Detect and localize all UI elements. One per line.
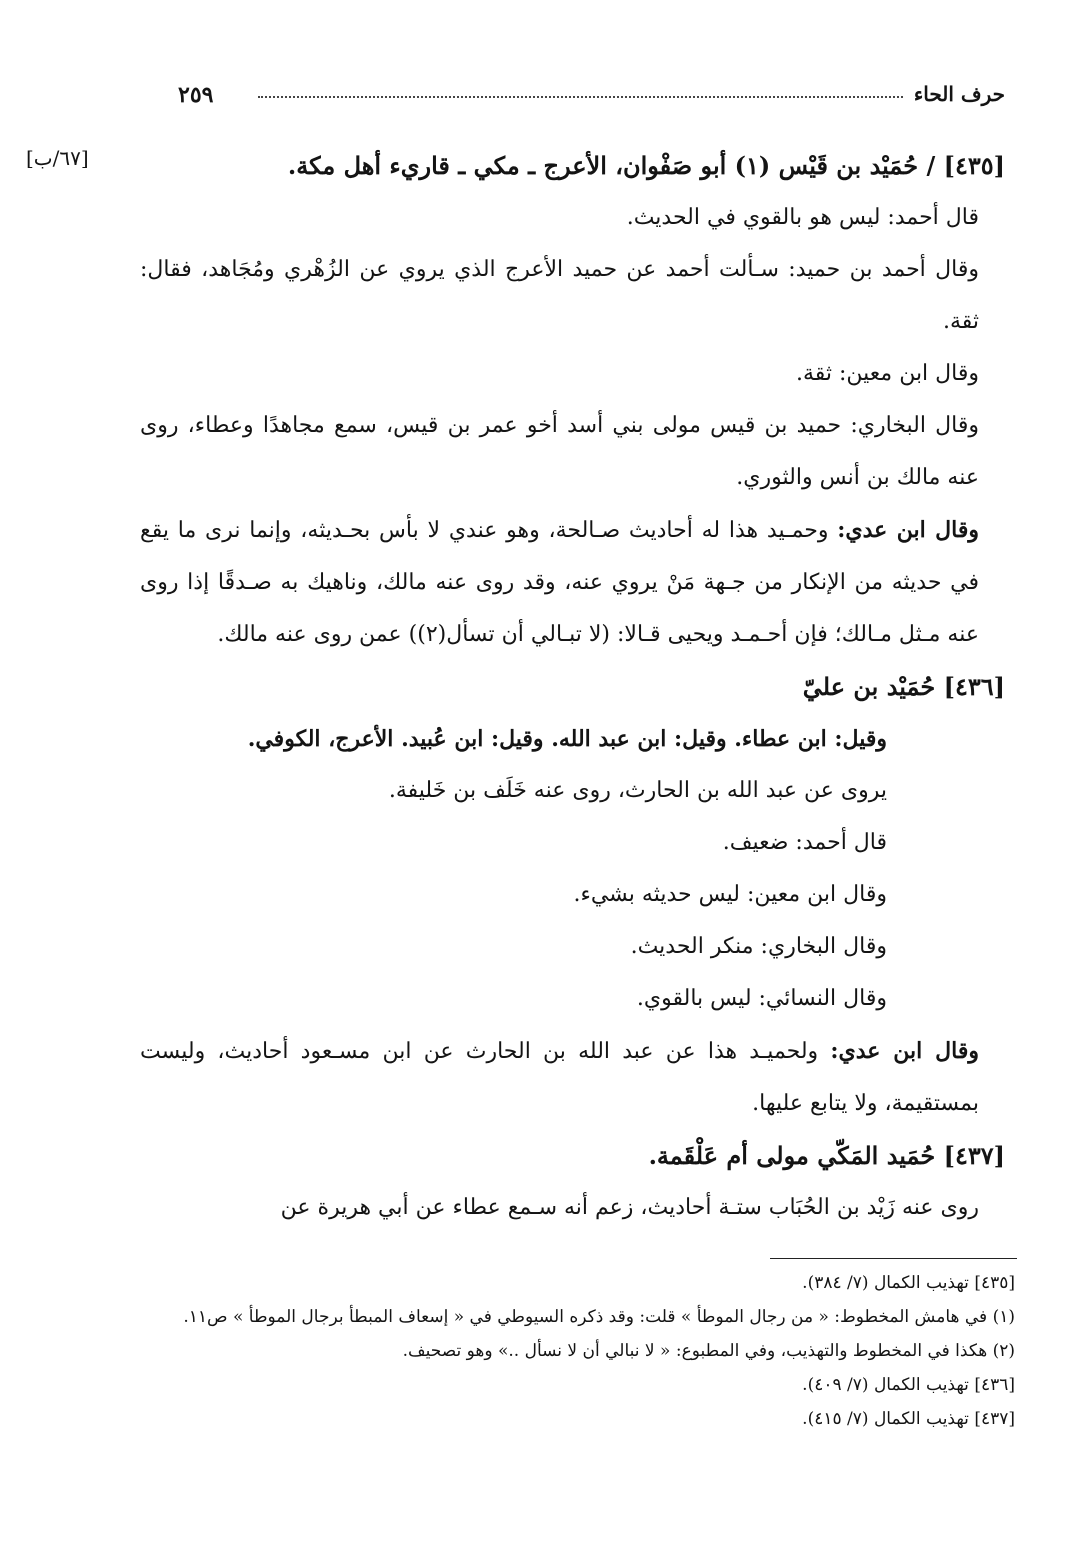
entry-435-paragraph: قال أحمد: ليس هو بالقوي في الحديث. [626,205,979,230]
entry-435-paragraph: وقال البخاري: حميد بن قيس مولى بني أسد أخو عمر بن قيس، سمع مجاهدًا وعطاء، روى عنه مالك بن أنس والثوري. [140,413,979,490]
ibn-adi-lead: وقال ابن عدي: [837,517,979,543]
entry-436-heading: [٤٣٦] حُمَيْد بن عليّ [802,672,1005,701]
ibn-adi-text: ولحميـد هذا عن عبد الله بن الحارث عن ابن مسـعود أحاديث، وليست بمستقيمة، ولا يتابع عليها. [140,1039,979,1116]
entry-435-heading: [٤٣٥] / حُمَيْد بن قَيْس (١) أبو صَفْوان، الأعرج ـ مكي ـ قاريء أهل مكة. [287,151,1005,180]
entry-436-paragraph: وقال النسائي: ليس بالقوي. [636,986,887,1011]
main-text [140,140,1005,1234]
footnote: (٢) هكذا في المخطوط والتهذيب، وفي المطبوع: « لا نبالي أن لا نسأل ..» وهو تصحيف. [402,1341,1015,1361]
entry-435-paragraph: وقال أحمد بن حميد: سـألت أحمد عن حميد الأعرج الذي يروي عن الزُهْري ومُجَاهد، فقال: ثقة. [140,257,979,334]
entry-437-paragraph: روى عنه زَيْد بن الحُبَاب ستـة أحاديث، زعم أنه سـمع عطاء عن أبي هريرة عن [280,1195,979,1220]
entry-436-paragraph: يروى عن عبد الله بن الحارث، روى عنه خَلَف بن خَليفة. [388,778,887,803]
footnote: [٤٣٥] تهذيب الكمال (٧/ ٣٨٤). [802,1273,1015,1293]
entry-436-paragraph: قال أحمد: ضعيف. [722,830,887,855]
margin-folio-reference: [٦٧/ب] [26,146,89,170]
entry-435-ibn-adi-paragraph [140,504,1005,661]
entry-436-paragraph: وقال البخاري: منكر الحديث. [630,934,887,959]
footnote: [٤٣٧] تهذيب الكمال (٧/ ٤١٥). [802,1409,1015,1429]
entry-437-heading: [٤٣٧] حُمَيد المَكّي مولى أم عَلْقَمة. [648,1141,1005,1170]
entry-435-paragraph: وقال ابن معين: ثقة. [795,361,979,386]
footnote-separator [770,1258,1017,1259]
footnotes [140,1266,1015,1436]
page-number: ٢٥٩ [178,82,214,108]
footnote: (١) في هامش المخطوط: « من رجال الموطأ » قلت: وقد ذكره السيوطي في « إسعاف المبطأ برجال الموطأ » ص١١. [183,1307,1015,1327]
header-dotted-rule [258,96,903,98]
ibn-adi-lead: وقال ابن عدي: [830,1038,979,1064]
running-header-title: حرف الحاء [913,82,1005,106]
entry-436-paragraph: وقال ابن معين: ليس حديثه بشيء. [573,882,887,907]
entry-436-ibn-adi-paragraph [140,1025,1005,1130]
ibn-adi-text: وحمـيد هذا له أحاديث صـالحة، وهو عندي لا بأس بحـديثه، وإنما نرى ما يقع في حديثه من الإنكار من جـهة مَنْ يروي عنه، وقد روى عنه مالك، وناهيك به صـدقًا إذا روى عنه مـثل مـالك؛ فإن أحـمـد ويحيى قـالا: (لا تبـالي أن تسأل(٢)) عمن روى عنه مالك. [140,518,979,647]
entry-436-subheading: وقيل: ابن عطاء. وقيل: ابن عبد الله. وقيل: ابن عُبيد. الأعرج، الكوفي. [247,726,887,752]
footnote: [٤٣٦] تهذيب الكمال (٧/ ٤٠٩). [802,1375,1015,1395]
